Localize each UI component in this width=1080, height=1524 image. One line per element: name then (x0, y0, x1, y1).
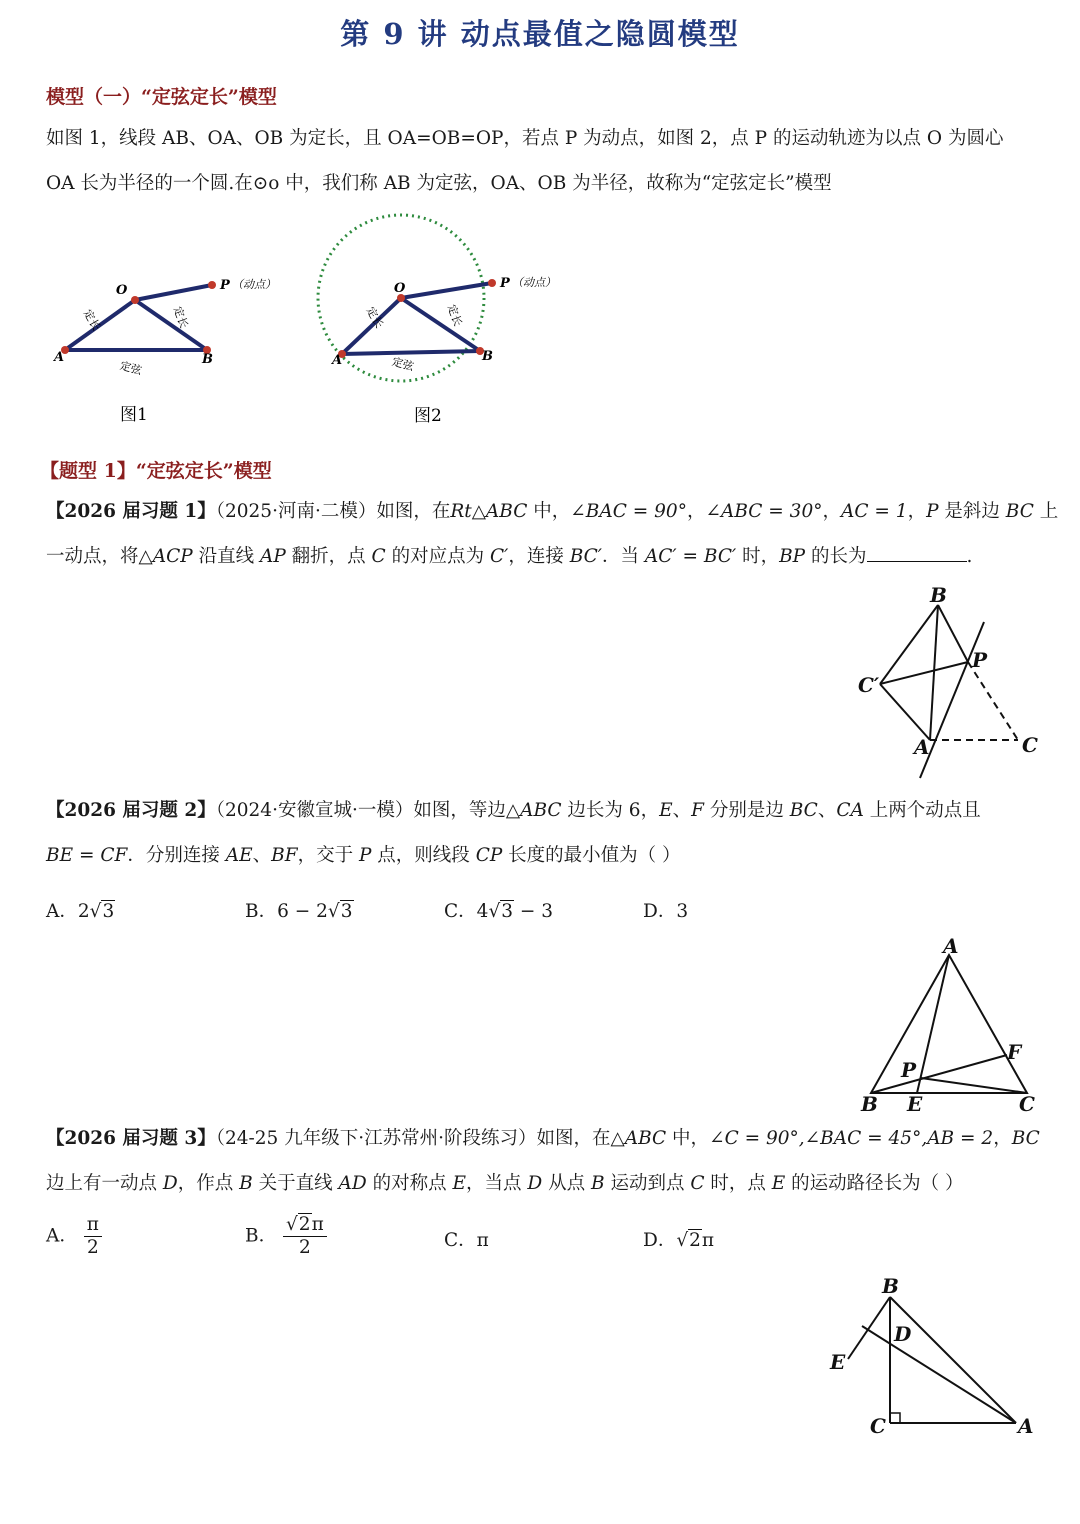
q3-math: AD (338, 1173, 367, 1194)
q3-math: E (452, 1173, 466, 1194)
q1-tag: 【2026 届习题 1】 (46, 501, 216, 522)
q1-text: . (966, 546, 973, 567)
q3-option-label: D． (643, 1230, 677, 1251)
q2-option-radicand: 3 (501, 901, 514, 922)
q2-fig-label-c: C (1019, 1092, 1035, 1116)
q3-line1 (46, 1116, 1040, 1161)
q3-option-label: B． (245, 1225, 278, 1247)
q1-math: ACP (152, 546, 193, 567)
q2-math: F (691, 800, 704, 821)
q3-option-radicand: 2 (689, 1230, 701, 1251)
q2-option-value: 6 − 2 (277, 901, 328, 922)
model1-line2: OA 长为半径的一个圆.在⊙o 中，我们称 AB 为定弦，OA、OB 为半径，故称为“定弦定长”模型 (46, 173, 832, 194)
q2-fig-label-p: P (901, 1058, 917, 1082)
q2-math: CA (836, 800, 864, 821)
q3-line2 (46, 1161, 1036, 1206)
q2-text: 长度的最小值为（ ） (502, 845, 681, 866)
fig1-segment-ob (135, 300, 207, 350)
q2-option-b[interactable]: B．6 − 2√3 (245, 901, 353, 922)
q2-option-c[interactable]: C．4√3 − 3 (444, 901, 554, 922)
q1-text: 翻折，点 (285, 546, 372, 567)
q2-fig-label-a: A (943, 934, 959, 958)
q3-option-d[interactable]: D．√2π (643, 1230, 715, 1251)
q2-option-d[interactable] (643, 897, 688, 923)
q2-option-radicand: 3 (340, 901, 353, 922)
q1-fig-label-c: C (1022, 733, 1038, 757)
q2-text: 点，则线段 (371, 845, 476, 866)
fig1-point-p (208, 281, 216, 289)
q2-math: BF (271, 845, 298, 866)
fig1-label-fixed-chord: 定弦 (118, 359, 144, 378)
q3-text: 运动到点 (604, 1173, 691, 1194)
page-title: 第 9 讲 动点最值之隐圆模型 (340, 17, 740, 51)
q3-fig-label-e: E (830, 1350, 846, 1374)
q3-option-fraction (283, 1214, 327, 1259)
fig2-label-o: O (394, 281, 406, 296)
fig2-caption: 图2 (414, 406, 442, 426)
q2-tag: 【2026 届习题 2】 (46, 800, 216, 821)
q2-math: P (358, 845, 372, 866)
fig1-label-moving: （动点） (232, 278, 276, 291)
q1-line2 (46, 534, 1036, 579)
type1-heading: 【题型 1】“定弦定长”模型 (40, 460, 272, 482)
figure-1 (40, 260, 320, 440)
q2-text: 边长为 6， (561, 800, 660, 821)
fig1-label-fixed-length-1: 定长 (80, 307, 103, 333)
q1-text: 中， (527, 501, 571, 522)
q3-fig-line-ab (890, 1297, 1016, 1423)
q2-option-label: A． (46, 901, 78, 922)
q1-text: 的对应点为 (385, 546, 490, 567)
q1-fig-label-c-prime: C′ (858, 673, 880, 697)
fig1-segment-op (135, 285, 212, 300)
fig2-segment-ob (401, 298, 480, 351)
q3-text: 从点 (542, 1173, 591, 1194)
q2-option-label: D． (643, 901, 677, 922)
q1-math: BP (779, 546, 806, 567)
q1-fig-line-ba (930, 605, 938, 740)
q2-fig-triangle-abc (871, 955, 1027, 1093)
q3-math: D (162, 1173, 178, 1194)
q2-option-label: C． (444, 901, 477, 922)
q3-text: 边上有一动点 (46, 1173, 163, 1194)
fig2-label-p: P (500, 276, 510, 291)
q1-text: ， (686, 501, 706, 522)
q2-math: AE (225, 845, 253, 866)
q3-fig-line-be (848, 1297, 890, 1359)
q2-option-radicand: 3 (102, 901, 115, 922)
q1-fig-label-p: P (972, 648, 988, 672)
q2-option-label: B． (245, 901, 278, 922)
q2-option-value: 2 (77, 901, 90, 922)
model1-line1: 如图 1，线段 AB、OA、OB 为定长，且 OA=OB=OP，若点 P 为动点，如图 2，点 P 的运动轨迹为以点 O 为圆心 (46, 128, 1004, 149)
q2-math: E (659, 800, 673, 821)
q3-fig-label-d: D (894, 1322, 912, 1346)
fig2-label-moving: （动点） (512, 276, 556, 289)
fig2-label-b: B (482, 349, 493, 364)
q1-text: ， (907, 501, 927, 522)
q2-option-value: − 3 (514, 901, 554, 922)
q3-option-label: A． (46, 1225, 78, 1247)
q3-text: 的对称点 (366, 1173, 453, 1194)
q1-text: 沿直线 (192, 546, 260, 567)
q3-text: 的运动路径长为（ ） (785, 1173, 964, 1194)
fig1-label-a: A (54, 350, 65, 365)
q3-text: ，作点 (177, 1173, 240, 1194)
q1-text: 的长为 (805, 546, 867, 567)
q2-text: ，交于 (297, 845, 359, 866)
q3-text: 时，点 (704, 1173, 772, 1194)
q1-text: （2025·河南·二模）如图，在 (215, 501, 451, 522)
fig1-caption: 图1 (120, 405, 148, 425)
fig2-point-p (488, 279, 496, 287)
q2-math: ABC (520, 800, 562, 821)
fig1-point-o (131, 296, 139, 304)
q1-fig-line-pc (968, 662, 1018, 740)
q3-option-radicand: 2 (298, 1214, 311, 1235)
q2-option-a[interactable]: A．2√3 (46, 901, 115, 922)
q1-math: C′ (489, 546, 509, 567)
q2-math: CP (475, 845, 503, 866)
q2-fig-label-b: B (861, 1092, 878, 1116)
q3-fig-label-b: B (882, 1274, 899, 1298)
q3-text: 中， (666, 1128, 710, 1149)
q3-option-value: π (701, 1230, 715, 1251)
q3-fig-label-a: A (1018, 1414, 1034, 1438)
q2-math: BC (789, 800, 818, 821)
q1-math: C (371, 546, 386, 567)
q3-figure (820, 1275, 1040, 1445)
q2-text: 、 (672, 800, 692, 821)
q2-text: 上两个动点且 (863, 800, 981, 821)
fig2-label-fixed-length-1: 定长 (363, 304, 386, 331)
q3-fig-right-angle-mark (890, 1413, 900, 1423)
q1-text: ，连接 (508, 546, 570, 567)
q2-line2 (46, 833, 1036, 878)
q3-option-denominator: 2 (86, 1237, 99, 1258)
q3-option-numerator: π (84, 1214, 102, 1237)
fig2-segment-op (401, 283, 492, 298)
fig1-label-fixed-length-2: 定长 (170, 304, 191, 331)
q2-text: ．分别连接 (127, 845, 226, 866)
q1-math: BC (1005, 501, 1034, 522)
q1-math: BC′ (569, 546, 603, 567)
q2-option-value: 4 (476, 901, 489, 922)
q3-math: B (590, 1173, 605, 1194)
q3-option-c[interactable] (444, 1226, 489, 1252)
q1-answer-blank[interactable] (867, 543, 967, 562)
q3-option-b[interactable] (245, 1214, 327, 1259)
q2-line1 (46, 788, 1036, 833)
q1-text: 上 (1033, 501, 1059, 522)
q3-text: 关于直线 (252, 1173, 339, 1194)
model1-heading: 模型（一）“定弦定长”模型 (46, 86, 277, 108)
q1-text: ．当 (602, 546, 645, 567)
fig1-label-o: O (116, 283, 128, 298)
q1-text: 一动点，将△ (46, 546, 153, 567)
q3-option-denominator: 2 (298, 1237, 311, 1258)
q3-option-label: C． (444, 1230, 477, 1251)
q3-text: ，当点 (465, 1173, 528, 1194)
q2-text: 、 (252, 845, 272, 866)
q3-math: ∠C = 90°,∠BAC = 45°,AB = 2 (709, 1128, 994, 1149)
q3-tag: 【2026 届习题 3】 (46, 1128, 216, 1149)
q2-fig-line-pc (921, 1078, 1027, 1093)
q3-math: B (239, 1173, 253, 1194)
q1-text: 时， (736, 546, 780, 567)
q1-math: ∠BAC = 90° (570, 501, 687, 522)
q1-math: ∠ABC = 30° (705, 501, 823, 522)
q1-line1 (46, 489, 1059, 534)
q1-text: 是斜边 (938, 501, 1006, 522)
q1-math: P (926, 501, 939, 522)
q3-math: C (690, 1173, 705, 1194)
q1-figure (850, 580, 1050, 785)
q1-math: AP (259, 546, 286, 567)
fig1-label-p: P (220, 278, 230, 293)
q3-math: D (527, 1173, 543, 1194)
q1-math: Rt△ABC (450, 501, 528, 522)
q1-math: AC′ = BC′ (644, 546, 737, 567)
q2-fig-label-e: E (907, 1092, 923, 1116)
q2-option-value: 3 (676, 901, 689, 922)
q1-math: AC = 1 (841, 501, 908, 522)
q3-math: ABC (624, 1128, 667, 1149)
fig2-label-fixed-chord: 定弦 (390, 355, 416, 374)
q1-text: ， (822, 501, 841, 522)
q1-fig-label-b: B (930, 583, 947, 607)
q3-math: BC (1011, 1128, 1040, 1149)
fig1-label-b: B (202, 352, 213, 367)
q1-fig-line-bp (938, 605, 968, 662)
q3-math: E (771, 1173, 786, 1194)
q3-text: （24-25 九年级下·江苏常州·阶段练习）如图，在△ (215, 1128, 625, 1149)
q2-figure (855, 935, 1055, 1120)
q2-math: BE = CF (46, 845, 128, 866)
q3-fig-line-ae (862, 1326, 1016, 1423)
fig2-label-fixed-length-2: 定长 (444, 302, 465, 329)
q1-fig-line-c1a (880, 684, 930, 740)
q3-option-value: π (311, 1214, 324, 1235)
q1-fig-label-a: A (914, 735, 930, 759)
q2-text: 分别是边 (703, 800, 790, 821)
q3-option-a[interactable] (46, 1214, 102, 1259)
q1-fig-line-ap (920, 622, 984, 778)
q2-text: （2024·安徽宣城·一模）如图，等边△ (215, 800, 521, 821)
fig2-segment-ab (342, 351, 480, 354)
q3-option-fraction (84, 1214, 102, 1259)
q2-text: 、 (817, 800, 837, 821)
q3-text: ， (993, 1128, 1012, 1149)
q3-option-value: π (476, 1230, 489, 1251)
figure-2 (320, 208, 600, 438)
q2-fig-label-f: F (1007, 1040, 1022, 1064)
q3-fig-label-c: C (870, 1414, 886, 1438)
q3-option-numerator: √2π (283, 1214, 327, 1237)
fig2-label-a: A (332, 353, 343, 368)
